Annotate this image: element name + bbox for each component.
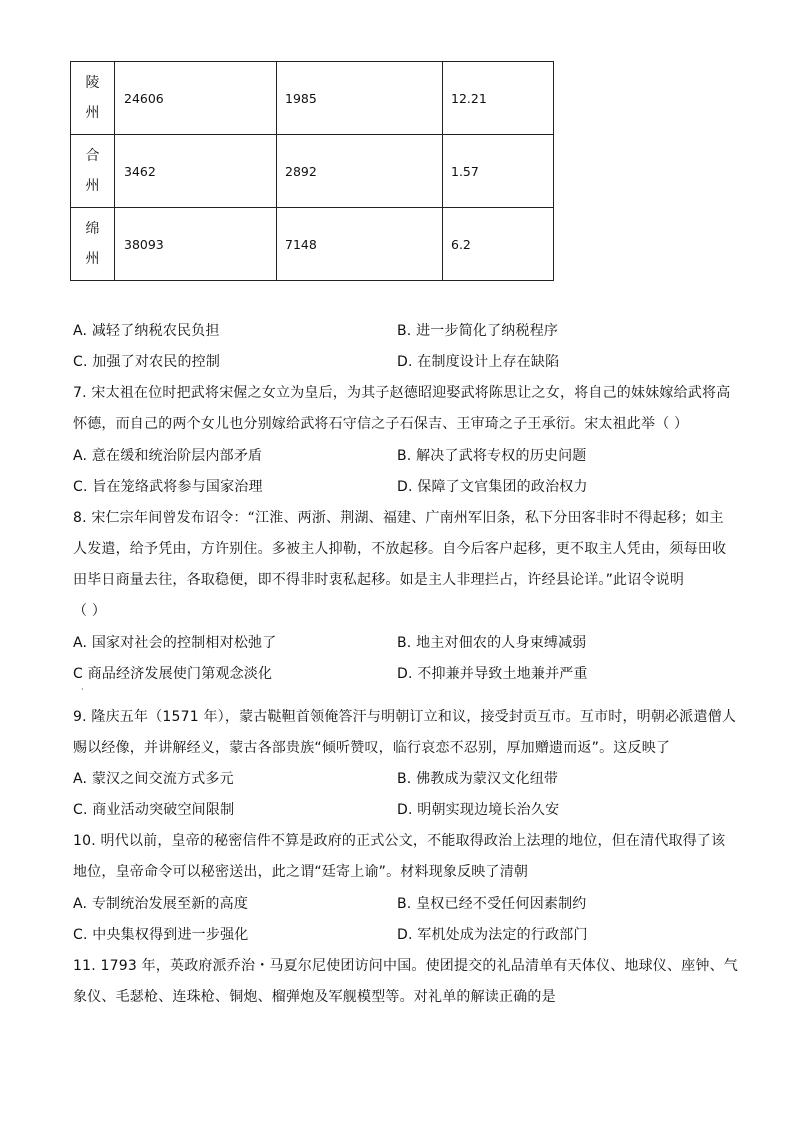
option-d: D. 不抑兼并导致土地兼并严重 [397,666,588,682]
question-9-text: 赐以经像，并讲解经义，蒙古各部贵族“倾听赞叹，临行哀恋不忍别，厚加赠遗而返”。这反映了 [73,740,671,756]
option-a: A. 国家对社会的控制相对松弛了 [73,635,277,651]
option-b: B. 佛教成为蒙汉文化纽带 [397,771,559,787]
question-10-text: 10. 明代以前，皇帝的秘密信件不算是政府的正式公文，不能取得政治上法理的地位，但在清代取得了该 [73,833,726,849]
question-10-text: 地位，皇帝命令可以秘密送出，此之谓“廷寄上谕”。材料现象反映了清朝 [73,864,529,880]
option-b: B. 解决了武将专权的历史问题 [397,448,587,464]
table-row [71,135,554,208]
option-c: C. 中央集权得到进一步强化 [73,927,249,943]
value-cell: 38093 [115,208,277,281]
value-cell: 24606 [115,62,277,135]
table-row [71,62,554,135]
option-a: A. 蒙汉之间交流方式多元 [73,771,234,787]
table-row [71,208,554,281]
option-d: D. 保障了文官集团的政治权力 [397,479,588,495]
question-8-text: （ ） [73,603,107,619]
value-cell: 12.21 [443,62,554,135]
question-11-text: 11. 1793 年，英政府派乔治・马夏尔尼使团访问中国。使团提交的礼品清单有天体仪、地球仪、座钟、气 [73,958,738,974]
value-cell: 7148 [277,208,443,281]
question-9-text: 9. 隆庆五年（1571 年），蒙古鞑靼首领俺答汗与明朝订立和议，接受封贡互市。互市时，明朝必派遣僧人 [73,709,737,725]
option-b: B. 进一步简化了纳税程序 [397,323,559,339]
option-a: A. 意在缓和统治阶层内部矛盾 [73,448,263,464]
city-cell: 合 州 [71,135,115,208]
value-cell: 1985 [277,62,443,135]
value-cell: 6.2 [443,208,554,281]
option-a: A. 减轻了纳税农民负担 [73,323,220,339]
question-8-text: 人发遣，给予凭由，方许别住。多被主人抑勒，不放起移。自今后客户起移，更不取主人凭由，须每田收 [73,541,727,557]
question-7-text: 怀德，而自己的两个女儿也分别嫁给武将石守信之子石保吉、王审琦之子王承衍。宋太祖此举（ ） [73,416,689,432]
value-cell: 2892 [277,135,443,208]
question-8-text: 田毕日商量去往，各取稳便，即不得非时衷私起移。如是主人非理拦占，许经县论详。”此诏令说明 [73,572,685,588]
option-c: C. 商业活动突破空间限制 [73,802,235,818]
option-b: B. 皇权已经不受任何因素制约 [397,896,587,912]
option-d: D. 明朝实现边境长治久安 [397,802,560,818]
question-8-text: 8. 宋仁宗年间曾发布诏令：“江淮、两浙、荆湖、福建、广南州军旧条，私下分田客非时不得起移；如主 [73,510,724,526]
question-11-text: 象仪、毛瑟枪、连珠枪、铜炮、榴弹炮及军舰模型等。对礼单的解读正确的是 [73,989,556,1005]
option-b: B. 地主对佃农的人身束缚减弱 [397,635,587,651]
value-cell: 3462 [115,135,277,208]
option-a: A. 专制统治发展至新的高度 [73,896,249,912]
question-7-text: 7. 宋太祖在位时把武将宋偓之女立为皇后，为其子赵德昭迎娶武将陈思让之女，将自己的妹妹嫁给武将高 [73,385,731,401]
option-c: C. 加强了对农民的控制 [73,354,221,370]
option-c: C. 旨在笼络武将参与国家治理 [73,479,263,495]
option-d: D. 在制度设计上存在缺陷 [397,354,560,370]
data-table [70,61,554,281]
stray-mark: · [81,685,84,694]
value-cell: 1.57 [443,135,554,208]
option-c: C 商品经济发展使门第观念淡化 [73,666,273,682]
option-d: D. 军机处成为法定的行政部门 [397,927,588,943]
city-cell: 陵 州 [71,62,115,135]
city-cell: 绵 州 [71,208,115,281]
